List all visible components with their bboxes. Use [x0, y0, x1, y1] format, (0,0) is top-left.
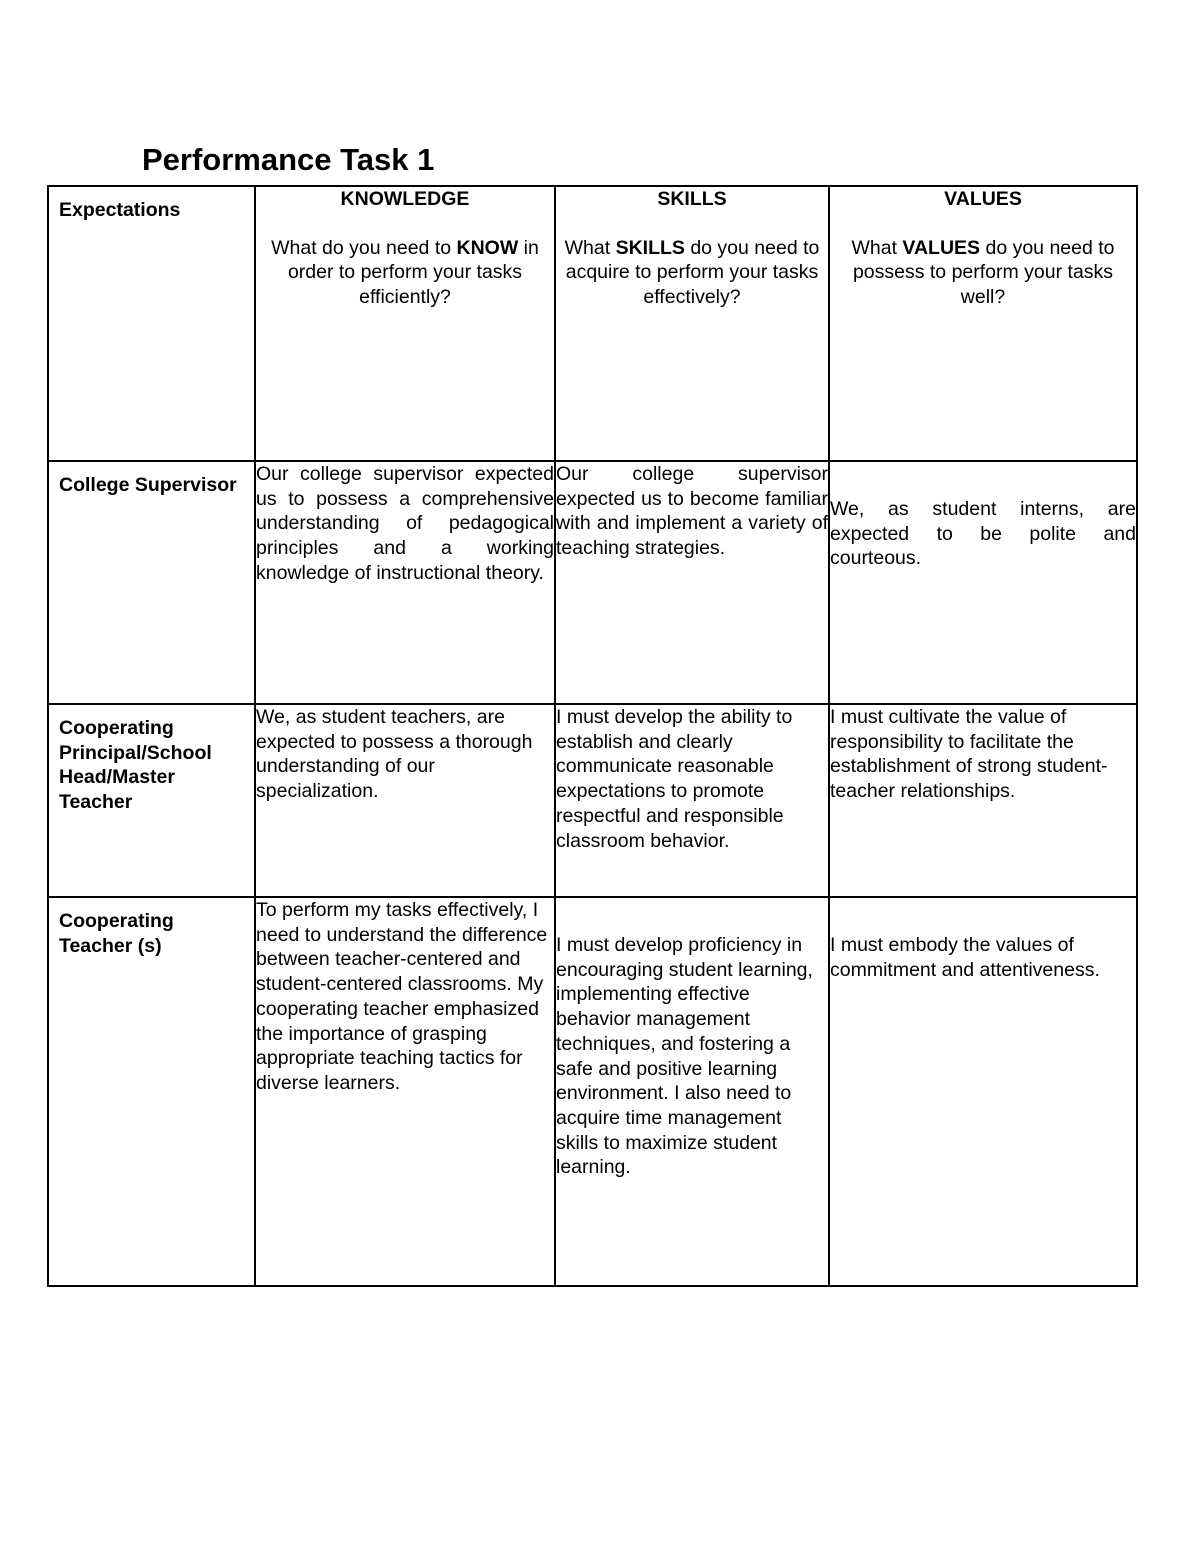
expectations-header: Expectations	[59, 199, 181, 221]
row-label: Cooperating Principal/School Head/Master Teacher	[59, 717, 212, 814]
knowledge-header: KNOWLEDGE	[340, 188, 470, 210]
skills-cell: I must develop proficiency in encouraging student learning, implementing effective behavior management techniques, and fostering a safe and positive learning environment. I also need to acquire time management skills to maximize student learning.	[555, 897, 829, 1286]
knowledge-header-cell	[255, 186, 555, 461]
knowledge-cell: We, as student teachers, are expected to possess a thorough understanding of our specialization.	[255, 704, 555, 897]
knowledge-question: What do you need to KNOW in order to perform your tasks efficiently?	[271, 236, 539, 309]
table-row-cooperating-principal	[48, 704, 1137, 897]
knowledge-cell: To perform my tasks effectively, I need to understand the difference between teacher-centered and student-centered classrooms. My cooperating teacher emphasized the importance of grasping appropriate teaching tactics for diverse learners.	[255, 897, 555, 1286]
table-header-row	[48, 186, 1137, 461]
page-title: Performance Task 1	[142, 142, 435, 177]
values-header: VALUES	[944, 188, 1022, 210]
table-row-cooperating-teacher	[48, 897, 1137, 1286]
knowledge-cell: Our college supervisor expected us to possess a comprehensive understanding of pedagogical principles and a working knowledge of instructional theory.	[255, 461, 555, 704]
table-row-college-supervisor	[48, 461, 1137, 704]
row-label-cell	[48, 704, 255, 897]
values-question: What VALUES do you need to possess to perform your tasks well?	[851, 236, 1115, 309]
row-label-cell	[48, 897, 255, 1286]
skills-cell: Our college supervisor expected us to become familiar with and implement a variety of teaching strategies.	[555, 461, 829, 704]
values-cell: I must embody the values of commitment and attentiveness.	[829, 897, 1137, 1286]
skills-question: What SKILLS do you need to acquire to perform your tasks effectively?	[564, 236, 820, 309]
performance-task-table	[47, 185, 1138, 1287]
skills-header: SKILLS	[657, 188, 727, 210]
expectations-header-cell	[48, 186, 255, 461]
row-label: Cooperating Teacher (s)	[59, 910, 174, 957]
skills-header-cell	[555, 186, 829, 461]
row-label: College Supervisor	[59, 474, 237, 496]
skills-cell: I must develop the ability to establish and clearly communicate reasonable expectations to promote respectful and responsible classroom behavior.	[555, 704, 829, 897]
values-cell: I must cultivate the value of responsibility to facilitate the establishment of strong student-teacher relationships.	[829, 704, 1137, 897]
values-header-cell	[829, 186, 1137, 461]
row-label-cell	[48, 461, 255, 704]
values-cell: We, as student interns, are expected to be polite and courteous.	[829, 461, 1137, 704]
